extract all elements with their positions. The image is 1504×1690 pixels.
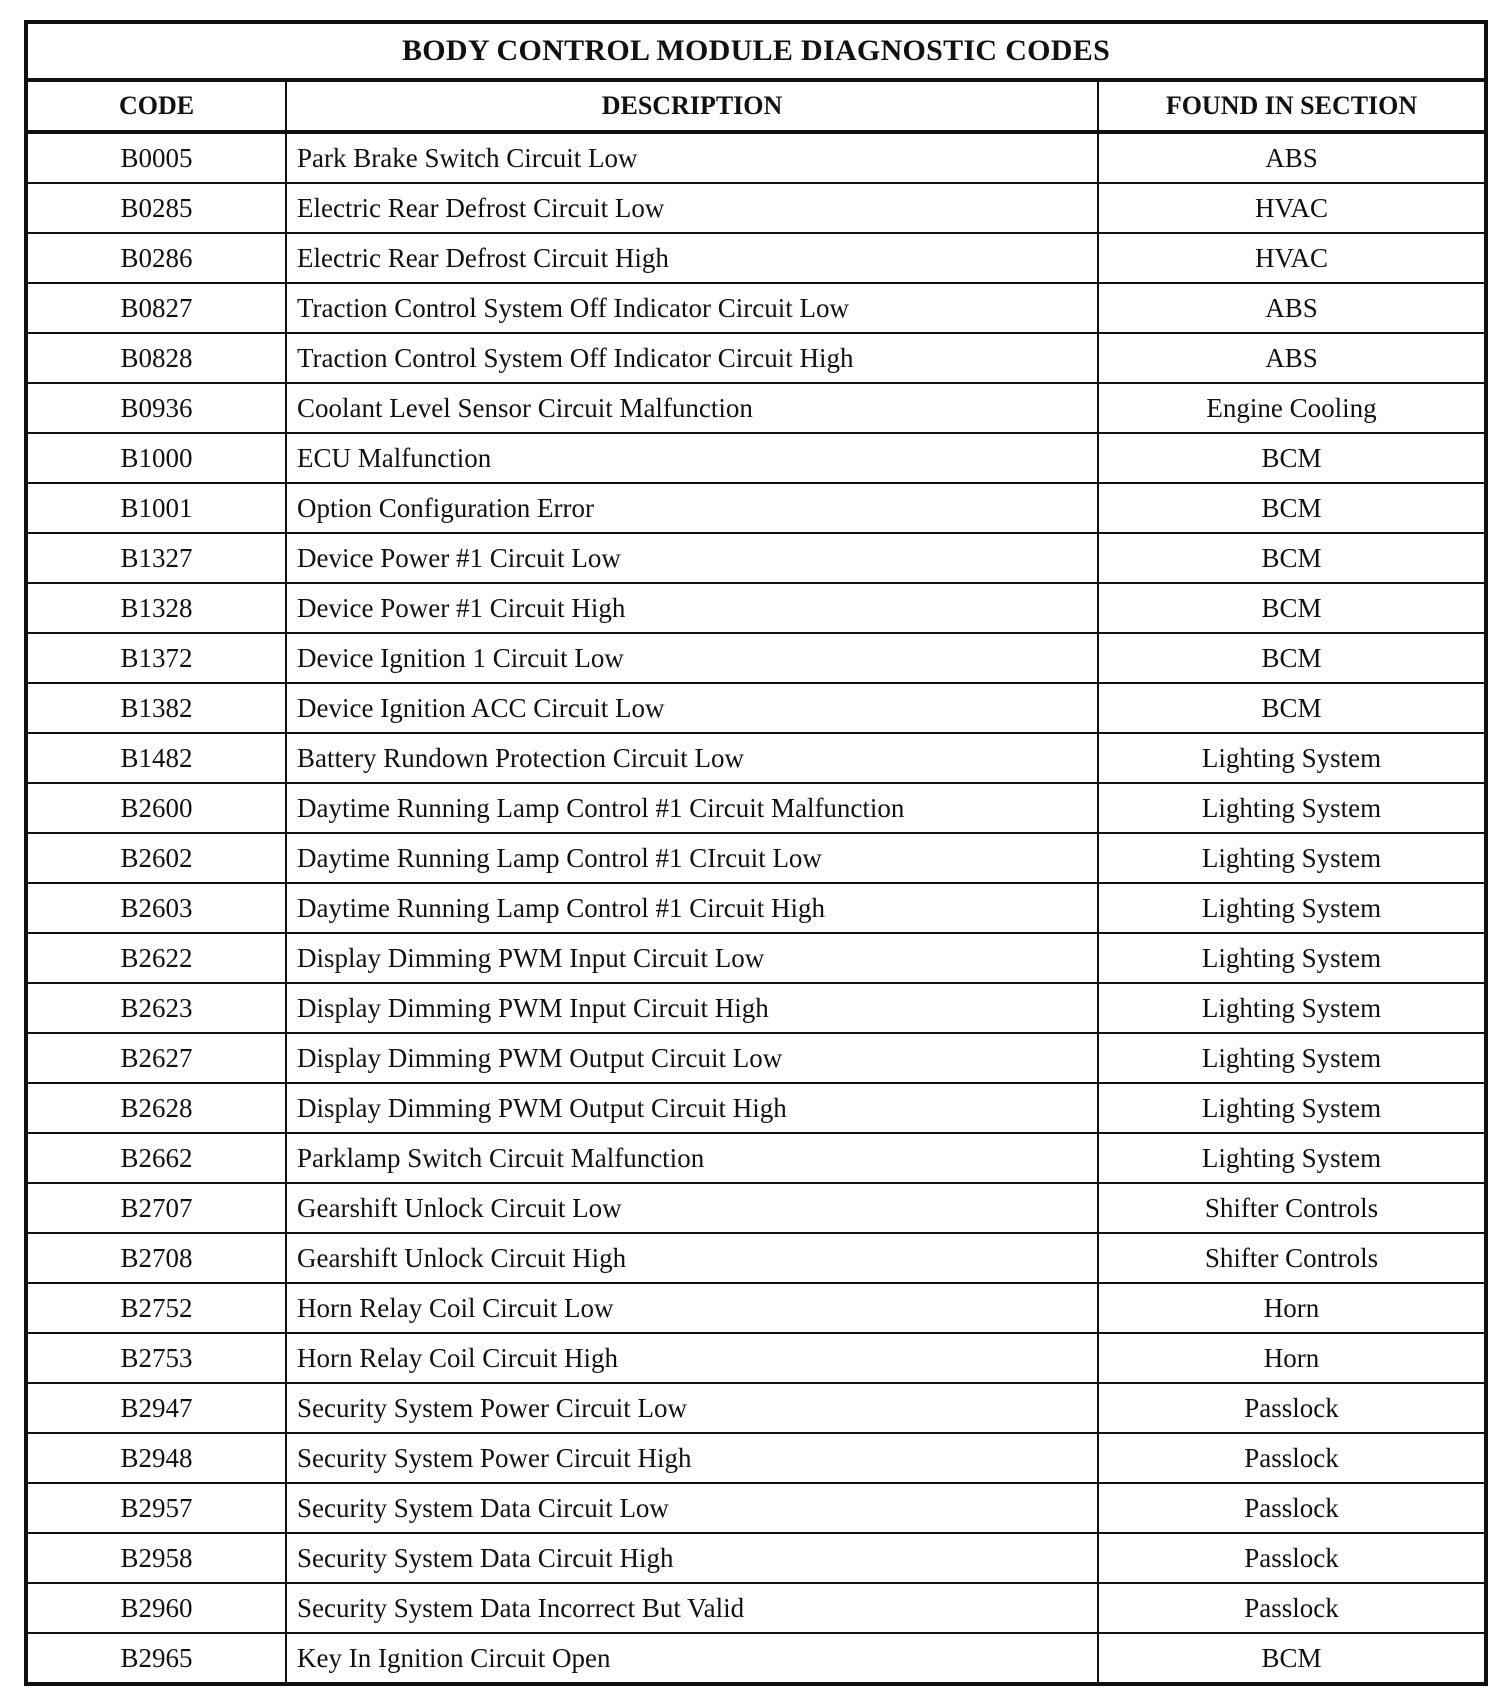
- description-cell: Device Power #1 Circuit High: [286, 583, 1098, 633]
- description-cell: Parklamp Switch Circuit Malfunction: [286, 1133, 1098, 1183]
- description-cell: Security System Data Circuit High: [286, 1533, 1098, 1583]
- code-cell: B2628: [26, 1083, 286, 1133]
- section-cell: Lighting System: [1098, 733, 1486, 783]
- code-cell: B1382: [26, 683, 286, 733]
- table-row: [26, 633, 1486, 683]
- description-cell: Daytime Running Lamp Control #1 Circuit High: [286, 883, 1098, 933]
- section-cell: Passlock: [1098, 1483, 1486, 1533]
- table-row: [26, 1383, 1486, 1433]
- description-cell: Horn Relay Coil Circuit High: [286, 1333, 1098, 1383]
- code-cell: B2662: [26, 1133, 286, 1183]
- code-cell: B1482: [26, 733, 286, 783]
- table-row: [26, 1183, 1486, 1233]
- table-body: [26, 132, 1486, 1684]
- description-cell: Daytime Running Lamp Control #1 Circuit Malfunction: [286, 783, 1098, 833]
- code-cell: B2957: [26, 1483, 286, 1533]
- section-cell: Shifter Controls: [1098, 1183, 1486, 1233]
- section-cell: BCM: [1098, 483, 1486, 533]
- description-cell: Electric Rear Defrost Circuit Low: [286, 183, 1098, 233]
- table-row: [26, 483, 1486, 533]
- section-cell: Horn: [1098, 1333, 1486, 1383]
- column-header-section: FOUND IN SECTION: [1098, 80, 1486, 132]
- document-page: [24, 20, 1484, 1684]
- table-row: [26, 132, 1486, 183]
- code-cell: B2707: [26, 1183, 286, 1233]
- column-header-row: [26, 80, 1486, 132]
- section-cell: Lighting System: [1098, 1033, 1486, 1083]
- description-cell: Park Brake Switch Circuit Low: [286, 132, 1098, 183]
- description-cell: Key In Ignition Circuit Open: [286, 1633, 1098, 1684]
- code-cell: B0286: [26, 233, 286, 283]
- diagnostic-codes-table: [24, 20, 1488, 1686]
- section-cell: Lighting System: [1098, 833, 1486, 883]
- table-row: [26, 1133, 1486, 1183]
- code-cell: B2753: [26, 1333, 286, 1383]
- table-title-row: [26, 22, 1486, 80]
- table-row: [26, 883, 1486, 933]
- description-cell: Coolant Level Sensor Circuit Malfunction: [286, 383, 1098, 433]
- description-cell: Display Dimming PWM Input Circuit High: [286, 983, 1098, 1033]
- section-cell: Engine Cooling: [1098, 383, 1486, 433]
- description-cell: Gearshift Unlock Circuit Low: [286, 1183, 1098, 1233]
- description-cell: Device Ignition ACC Circuit Low: [286, 683, 1098, 733]
- table-row: [26, 983, 1486, 1033]
- section-cell: Lighting System: [1098, 1133, 1486, 1183]
- code-cell: B2627: [26, 1033, 286, 1083]
- table-row: [26, 783, 1486, 833]
- section-cell: Passlock: [1098, 1583, 1486, 1633]
- table-title: BODY CONTROL MODULE DIAGNOSTIC CODES: [26, 22, 1486, 80]
- section-cell: Lighting System: [1098, 933, 1486, 983]
- section-cell: HVAC: [1098, 233, 1486, 283]
- section-cell: BCM: [1098, 433, 1486, 483]
- table-row: [26, 1333, 1486, 1383]
- section-cell: Passlock: [1098, 1533, 1486, 1583]
- section-cell: BCM: [1098, 633, 1486, 683]
- table-row: [26, 833, 1486, 883]
- table-row: [26, 683, 1486, 733]
- table-row: [26, 1033, 1486, 1083]
- section-cell: ABS: [1098, 132, 1486, 183]
- table-row: [26, 1283, 1486, 1333]
- code-cell: B0827: [26, 283, 286, 333]
- section-cell: Lighting System: [1098, 1083, 1486, 1133]
- code-cell: B2603: [26, 883, 286, 933]
- description-cell: Electric Rear Defrost Circuit High: [286, 233, 1098, 283]
- table-row: [26, 933, 1486, 983]
- table-row: [26, 533, 1486, 583]
- code-cell: B1000: [26, 433, 286, 483]
- code-cell: B2622: [26, 933, 286, 983]
- description-cell: Display Dimming PWM Output Circuit Low: [286, 1033, 1098, 1083]
- section-cell: Lighting System: [1098, 883, 1486, 933]
- description-cell: Battery Rundown Protection Circuit Low: [286, 733, 1098, 783]
- section-cell: Lighting System: [1098, 983, 1486, 1033]
- code-cell: B2958: [26, 1533, 286, 1583]
- code-cell: B1372: [26, 633, 286, 683]
- table-row: [26, 233, 1486, 283]
- code-cell: B0285: [26, 183, 286, 233]
- code-cell: B2623: [26, 983, 286, 1033]
- description-cell: Security System Data Circuit Low: [286, 1483, 1098, 1533]
- code-cell: B0005: [26, 132, 286, 183]
- table-row: [26, 433, 1486, 483]
- description-cell: Security System Power Circuit High: [286, 1433, 1098, 1483]
- code-cell: B2708: [26, 1233, 286, 1283]
- code-cell: B2947: [26, 1383, 286, 1433]
- code-cell: B1328: [26, 583, 286, 633]
- table-row: [26, 283, 1486, 333]
- column-header-description: DESCRIPTION: [286, 80, 1098, 132]
- code-cell: B0828: [26, 333, 286, 383]
- code-cell: B0936: [26, 383, 286, 433]
- description-cell: Security System Data Incorrect But Valid: [286, 1583, 1098, 1633]
- section-cell: ABS: [1098, 283, 1486, 333]
- section-cell: Lighting System: [1098, 783, 1486, 833]
- table-row: [26, 333, 1486, 383]
- code-cell: B2965: [26, 1633, 286, 1684]
- code-cell: B2602: [26, 833, 286, 883]
- description-cell: ECU Malfunction: [286, 433, 1098, 483]
- code-cell: B1327: [26, 533, 286, 583]
- code-cell: B2948: [26, 1433, 286, 1483]
- description-cell: Daytime Running Lamp Control #1 CIrcuit Low: [286, 833, 1098, 883]
- code-cell: B2600: [26, 783, 286, 833]
- section-cell: Passlock: [1098, 1433, 1486, 1483]
- description-cell: Device Power #1 Circuit Low: [286, 533, 1098, 583]
- section-cell: BCM: [1098, 683, 1486, 733]
- section-cell: HVAC: [1098, 183, 1486, 233]
- description-cell: Security System Power Circuit Low: [286, 1383, 1098, 1433]
- description-cell: Gearshift Unlock Circuit High: [286, 1233, 1098, 1283]
- table-row: [26, 1533, 1486, 1583]
- description-cell: Display Dimming PWM Input Circuit Low: [286, 933, 1098, 983]
- description-cell: Horn Relay Coil Circuit Low: [286, 1283, 1098, 1333]
- section-cell: Horn: [1098, 1283, 1486, 1333]
- table-row: [26, 1233, 1486, 1283]
- section-cell: Passlock: [1098, 1383, 1486, 1433]
- description-cell: Traction Control System Off Indicator Circuit Low: [286, 283, 1098, 333]
- section-cell: BCM: [1098, 583, 1486, 633]
- section-cell: BCM: [1098, 1633, 1486, 1684]
- description-cell: Device Ignition 1 Circuit Low: [286, 633, 1098, 683]
- table-row: [26, 1583, 1486, 1633]
- table-row: [26, 383, 1486, 433]
- section-cell: ABS: [1098, 333, 1486, 383]
- table-row: [26, 183, 1486, 233]
- code-cell: B1001: [26, 483, 286, 533]
- code-cell: B2752: [26, 1283, 286, 1333]
- table-row: [26, 1083, 1486, 1133]
- table-row: [26, 1483, 1486, 1533]
- table-row: [26, 583, 1486, 633]
- table-row: [26, 1633, 1486, 1684]
- description-cell: Display Dimming PWM Output Circuit High: [286, 1083, 1098, 1133]
- column-header-code: CODE: [26, 80, 286, 132]
- description-cell: Option Configuration Error: [286, 483, 1098, 533]
- table-row: [26, 733, 1486, 783]
- section-cell: BCM: [1098, 533, 1486, 583]
- table-row: [26, 1433, 1486, 1483]
- code-cell: B2960: [26, 1583, 286, 1633]
- description-cell: Traction Control System Off Indicator Circuit High: [286, 333, 1098, 383]
- section-cell: Shifter Controls: [1098, 1233, 1486, 1283]
